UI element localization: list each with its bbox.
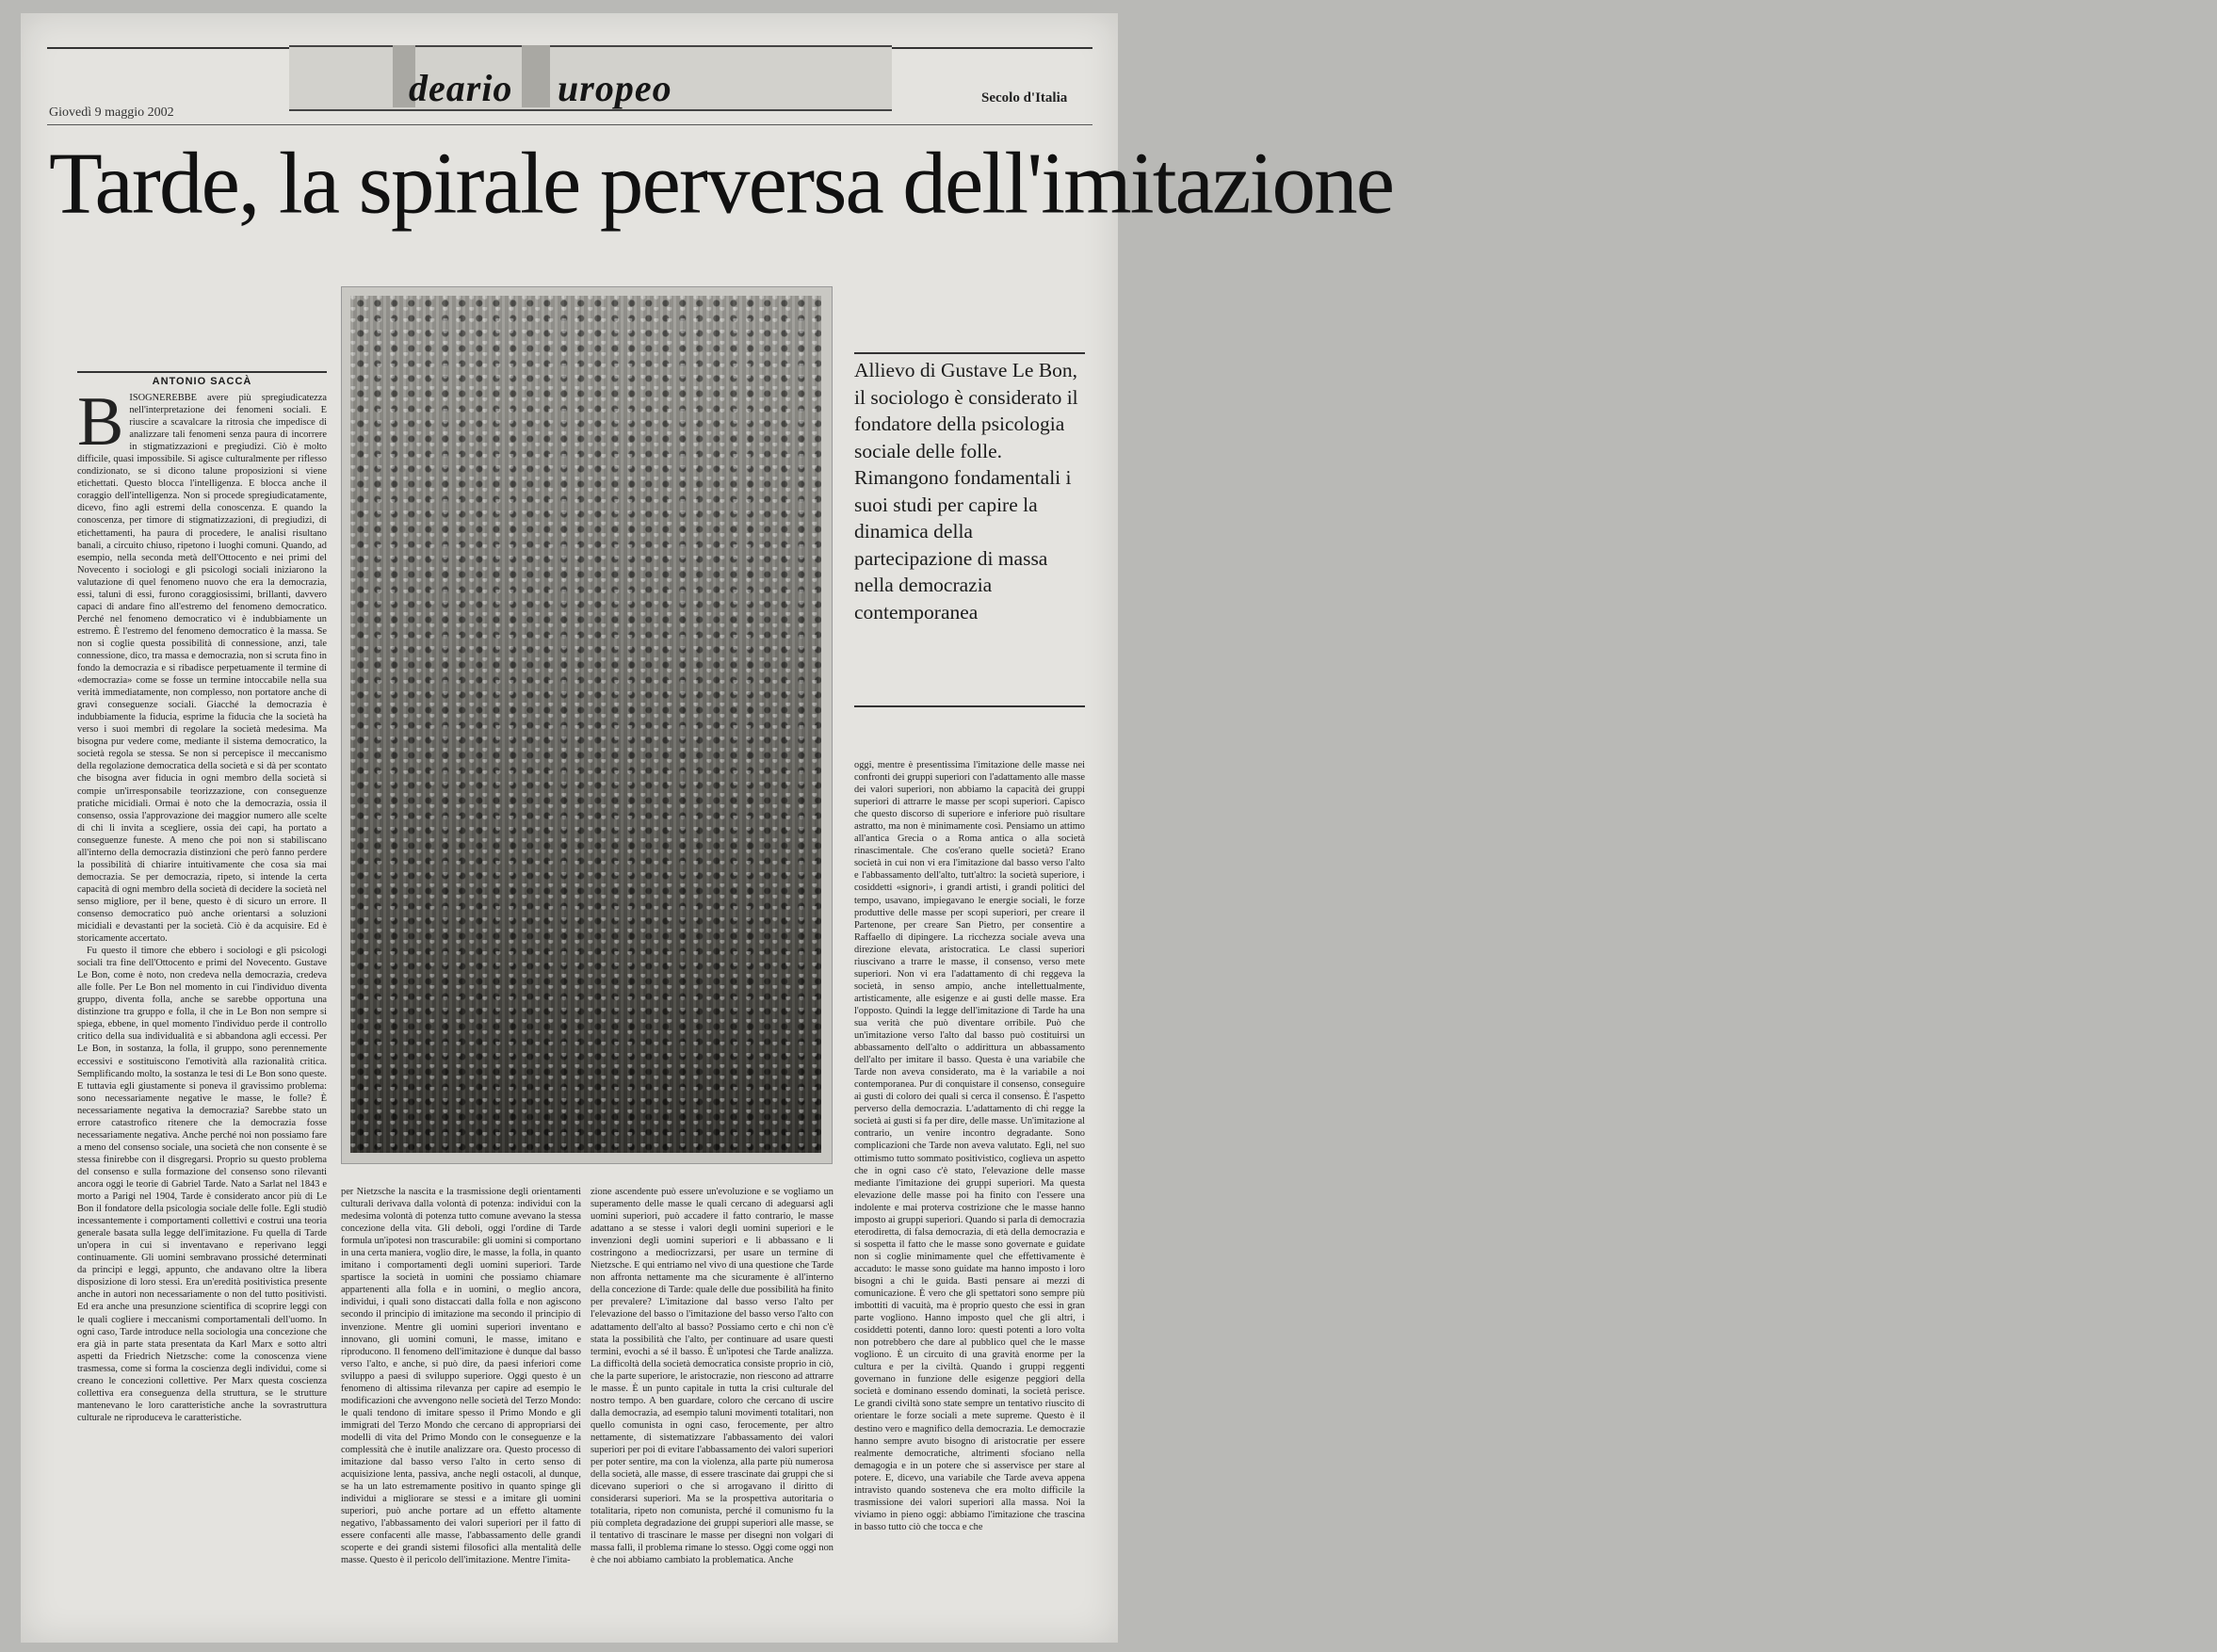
newspaper-page bbox=[21, 13, 1394, 1643]
section-title bbox=[409, 66, 831, 109]
paragraph: oggi, mentre è presentissima l'imitazione delle masse nei confronti dei gruppi superiori con l'adattamento alle masse dei valori superiori, non abbiamo la capacità dei gruppi superiori di attrarre le masse per scopi superiori. Capisco che questo discorso di superiore e inferiore può risultare astratto, ma non è minimamente così. Pensiamo un attimo all'antica Grecia o a Roma antica o alla società rinascimentale. Che cos'erano quelle società? Erano società in cui non vi era l'imitazione dal basso verso l'alto e l'abbassamento dell'alto, tutt'altro: la società superiore, i cosiddetti «signori», i grandi artisti, i grandi politici del tempo, usavano, impiegavano le energie sociali, le forze produttive delle masse per scopi superiori, per creare il Partenone, per creare San Pietro, per consentire a Raffaello di dipingere. La ricchezza sociale aveva una direzione elevata, aristocratica. Le classi superiori riuscivano a trarre le masse, il consenso, verso mete superiori. Non vi era l'adattamento di chi reggeva la società, in senso ampio, anche intellettualmente, artisticamente, alle esigenze e ai gusti delle masse. Era l'opposto. Quindi la legge dell'imitazione di Tarde ha una sua verità che può diventare orribile. Può che un'imitazione verso l'alto dal basso può costituirsi un abbassamento dell'alto o addirittura un abbassamento dell'alto per imitare il basso. Questa è una variabile che Tarde non aveva considerato, ma è la variabile a noi contemporanea. Pur di conquistare il consenso, conseguire ai gusti di coloro dei quali si cerca il consenso. È l'aspetto perverso della democrazia. L'adattamento di chi regge la società ai gusti si fa per dire, delle masse. Un'imitazione al contrario, un venire incontro degradante. Sono complicazioni che Tarde non aveva valutato. Egli, nel suo ottimismo tutto sommato positivistico, coglieva un aspetto che in ogni caso c'è stato, l'elevazione delle masse mediante l'imitazione dei gruppi superiori. Ma questa elevazione delle masse poi ha finito con l'essere una indolente e mai proterva costrizione che le masse hanno imposto ai gruppi superiori. Quando si parla di democrazia eterodiretta, di falsa democrazia, di età della democrazia e si sospetta il fatto che le masse sono governate e guidate non si coglie minimamente quel che effettivamente è accaduto: le masse sono guidate ma hanno imposto i loro bisogni a chi le guida. Basti pensare ai mezzi di comunicazione. È vero che gli spettatori sono sempre più imbottiti di vacuità, ma è proprio questo che essi in gran parte vogliono. Hanno imposto quel che gli altri, i cosiddetti potenti, danno loro: questi potenti a loro volta non potrebbero che dare al pubblico quel che le masse vogliono. È un circuito di una gravità enorme per la cultura e per la civiltà. Quando i gruppi reggenti governano in funzione delle esigenze peggiori della società e dominano essendo dominati, la società perisce. Le grandi civiltà sono state sempre un tentativo riuscito di orientare le forze sociali a mete supreme. Questo è il destino vero e magnifico della democrazia. Le democrazie hanno sempre avuto bisogno di aristocratie per essere realmente democratiche, altrimenti sfociano nella demagogia e in un potere che si asservisce per stare al potere. E, dicevo, una variabile che Tarde aveva appena intravisto quando sosteneva che era molto difficile la trasmissione dei valori superiori alla massa. Noi la viviamo in pieno oggi: abbiamo l'imitazione che trascina in basso tutto ciò che tocca e che bbox=[854, 760, 1085, 1532]
drop-cap: B bbox=[77, 383, 124, 461]
article-column-1 bbox=[77, 383, 327, 1641]
section-title-word-2: uropeo bbox=[558, 67, 672, 109]
byline: ANTONIO SACCÀ bbox=[152, 376, 252, 387]
headline-container bbox=[49, 134, 1394, 267]
masthead-rule-bottom bbox=[47, 124, 1092, 125]
paragraph: Fu questo il timore che ebbero i sociologi e gli psicologi sociali tra fine dell'Ottocento e primi del Novecento. Gustave Le Bon, come è noto, non credeva nella democrazia, credeva alle folle. Per Le Bon nel momento in cui l'individuo diventa gruppo, diventa folla, anche se sarebbe opportuna una distinzione tra gruppo e folla, il che in Le Bon non sempre si spiega, ebbene, in quel momento l'individuo perde il controllo critico della sua individualità e si abbandona agli eccessi. Per Le Bon, in sostanza, la folla, il gruppo, sono perennemente eccessivi e sostituiscono l'emotività alla razionalità critica. Semplificando molto, la sostanza le tesi di Le Bon sono queste. E tuttavia egli giustamente si poneva il gravissimo problema: sono necessariamente negative le masse, le folle? È necessariamente negativa la democrazia? Sarebbe stato un errore catastrofico ritenere che la democrazia fosse necessariamente negativa. Anche perché noi non possiamo fare a meno del consenso sociale, una società che non consente è se stessa finirebbe con il disgregarsi. Proprio su questo problema del consenso e sulla formazione del consenso sono rilevanti ancora oggi le teorie di Gabriel Tarde. Nato a Sarlat nel 1843 e morto a Parigi nel 1904, Tarde è considerato ancor più di Le Bon il fondatore della psicologia sociale delle folle. Egli studiò incessantemente i comportamenti collettivi e costruì una teoria generale basata sulla legge dell'imitazione. Fu quella di Tarde un'opera in cui si inventavano e reperivano leggi continuamente. Gli uomini sembravano prossiché determinati da principi e leggi, appunto, che andavano oltre la libera disposizione di loro stessi. Era un'eredità positivistica presente anche in autori non necessariamente o non del tutto positivisti. Ed era anche una presunzione scientifica di scoprire leggi con le quali cogliere i meccanismi comportamentali dell'uomo. In ogni caso, Tarde introduce nella sociologia una concezione che era già in parte stata presentata da Karl Marx e sotto altri aspetti da Friedrich Nietzsche: come la conoscenza viene trasmessa, come si forma la coscienza degli individui, come si creano le concezioni collettive. Per Marx questa coscienza collettiva era conseguenza della struttura, se le strutture mantenevano le loro caratteristiche anche la sovrastruttura culturale ne riproduceva le caratteristiche. bbox=[77, 946, 327, 1423]
newspaper-name: Secolo d'Italia bbox=[981, 90, 1068, 105]
paragraph: ISOGNEREBBE avere più spregiudicatezza nell'interpretazione dei fenomeni sociali. E riuscire a scavalcare la ritrosia che impedisce di analizzare tali fenomeni senza paura di incorrere in stigmatizzazioni e pregiudizi. Ciò è molto difficile, quasi impossibile. Si agisce culturalmente per riflesso condizionato, se si dicono talune proposizioni si viene etichettati. Questo blocca l'intelligenza. E blocca anche il coraggio dell'intelligenza. Non si procede spregiudicatamente, dicevo, fino agli estremi della conoscenza. E quando la conoscenza, per timore di stigmatizzazioni, di pregiudizi, di etichettamenti, ha paura di procedere, le analisi risultano banali, a circuito chiuso, ripetono i luoghi comuni. Quando, ad esempio, nella seconda metà dell'Ottocento e nei primi del Novecento i sociologi e gli psicologi sociali iniziarono la valutazione di quel fenomeno nuovo che era la democrazia, essi, taluni di essi, furono coraggiosissimi, brillanti, davvero capaci di andare fino all'estremo del fenomeno democratico. Perché nel fenomeno democratico vi è indubbiamente un estremo. È l'estremo del fenomeno democratico è la massa. Se non si coglie questa possibilità di connessione, anzi, tale connessione, dico, tra massa e democrazia, non si scruta fino in fondo la democrazia e si ribadisce perpetuamente il termine di «democrazia» come se fosse un termine intoccabile nella sua verità immediatamente, non complesso, non portatore anche di gravi conseguenze sociali. Giacché la democrazia è indubbiamente la fiducia, esprime la fiducia che la società ha verso i suoi membri di regolare la società medesima. Ma bisogna pur vedere come, mediante il sistema democratico, la società regola se stessa. Se non si percepisce il meccanismo della regolazione democratica della società e si dà per scontato che bisogna aver fiducia in ogni membro della società si compie un'irresponsabile teorizzazione, con conseguenze pratiche micidiali. Ormai è noto che la democrazia, ossia il consenso, ossia l'approvazione dei maggior numero alle scelte di chi li invita a scegliere, ossia dei capi, ha portato a conseguenze funeste. A meno che poi non si stabiliscano all'interno della democrazia distinzioni che però fanno perdere la possibilità di chiarire intuitivamente che cosa sia mai democrazia. Se per democrazia, ripeto, si intende la certa capacità di ogni membro della società di decidere la società nel senso migliore, per il bene, questo è di sicuro un errore. Il consenso democratico può anche orientarsi a soluzioni micidiali e devastanti per la società. Ciò è da acquisire. Ed è storicamente accertato. bbox=[77, 393, 327, 945]
crowd-photo bbox=[350, 296, 821, 1153]
article-column-3 bbox=[591, 1186, 833, 1642]
paragraph: zione ascendente può essere un'evoluzione e se vogliamo un superamento delle masse le quali cercano di adeguarsi agli uomini superiori, può accadere il fatto contrario, le masse adattano a se stesse i valori degli uomini superiori e le invenzioni degli uomini superiori e li abbassano e li costringono a mediocrizzarsi, per usare un termine di Nietzsche. E qui entriamo nel vivo di una questione che Tarde non affronta nettamente ma che sicuramente è all'interno della concezione di Tarde: quale delle due possibilità ha finito per prevalere? L'imitazione dal basso verso l'alto per l'elevazione del basso o l'imitazione del basso verso l'alto con adattamento dell'alto al basso? Possiamo certo e chi non c'è stata la possibilità che l'alto, per continuare ad usare questi termini, evochi a sé il basso. È un'ipotesi che Tarde analizza. La difficoltà della società democratica consiste proprio in ciò, che la parte superiore, le aristocrazie, non riescono ad attrarre le masse. È un punto capitale in tutta la crisi culturale del nostro tempo. A ben guardare, coloro che cercano di uscire dalla democrazia, ad esempio taluni movimenti totalitari, non quello comunista in ogni caso, ferocemente, per altro nettamente, di sistematizzare l'abbassamento dei valori superiori per poi di evitare l'abbassamento dei valori superiori per poter sentire, ma con la violenza, alla parte più numerosa della società, alle masse, di essere trascinate dai gruppi che si dicevano superiori o che si arrogavano il diritto di considerarsi superiori. Ma se la prospettiva autoritaria o totalitaria, ripeto non comunista, perché il comunismo fu la più completa degradazione dei gruppi superiori alle masse, se il tentativo di trascinare le masse per disegni non volgari di massa fallì, il problema rimane lo stesso. Oggi come oggi non è che noi abbiamo cambiato la problematica. Anche bbox=[591, 1187, 833, 1566]
section-title-word-1: deario bbox=[409, 67, 513, 109]
pull-quote-rule-top bbox=[854, 352, 1085, 354]
pull-quote: Allievo di Gustave Le Bon, il sociologo è considerato il fondatore della psicologia sociale delle folle. Rimangono fondamentali i suoi studi per capire la dinamica della partecipazione di massa nella democrazia contemporanea bbox=[854, 359, 1078, 624]
article-column-2 bbox=[341, 1186, 581, 1642]
pull-quote-rule-bottom bbox=[854, 705, 1085, 707]
issue-date: Giovedì 9 maggio 2002 bbox=[49, 105, 174, 120]
article-column-4 bbox=[854, 759, 1085, 1641]
headline: Tarde, la spirale perversa dell'imitazione bbox=[49, 134, 1394, 232]
byline-rule bbox=[77, 371, 327, 373]
paragraph: per Nietzsche la nascita e la trasmissione degli orientamenti culturali derivava dalla volontà di potenza: individui con la medesima volontà di potenza tutto comune avevano la stessa concezione della vita. Gli deboli, oggi l'ordine di Tarde formula un'ipotesi non trascurabile: gli uomini si comportano in una certa maniera, voglio dire, le masse, la folla, in quanto imitano i comportamenti degli uomini superiori. Tarde spartisce la società in uomini che possiamo chiamare appartenenti alla folla e in uomini, o meglio ancora, individui, i quali sono distaccati dalla folla e non agiscono secondo il principio di imitazione ma secondo il principio di invenzione. Mentre gli uomini superiori inventano e innovano, gli uomini comuni, le masse, imitano e riproducono. Il fenomeno dell'imitazione è dunque dal basso verso l'alto, e anche, si può dire, da paesi inferiori come sviluppo a paesi di sviluppo superiore. Oggi questo è un fenomeno di altissima rilevanza per capire ad esempio le modificazioni che avvengono nelle società del Terzo Mondo: le quali tendono di imitare spesso il Primo Mondo e gli immigrati del Terzo Mondo che cercano di appropriarsi dei modelli di vita del Primo Mondo con le conseguenze e la complessità che è inutile analizzare ora. Questo processo di imitazione dal basso verso l'alto in certo senso di acquisizione lenta, passiva, anche negli ostacoli, al dunque, se ha un lato estremamente positivo in quanto spinge gli individui a migliorare se stessi e a imitare gli uomini superiori, può anche portare ad un effetto altamente negativo, l'abbassamento dei valori superiori per il fatto di essere confacenti alle masse, l'abbassamento delle grandi scoperte e dei grandi sistemi filosofici alla mentalità delle masse. Questo è il pericolo dell'imitazione. Mentre l'imita- bbox=[341, 1187, 581, 1566]
